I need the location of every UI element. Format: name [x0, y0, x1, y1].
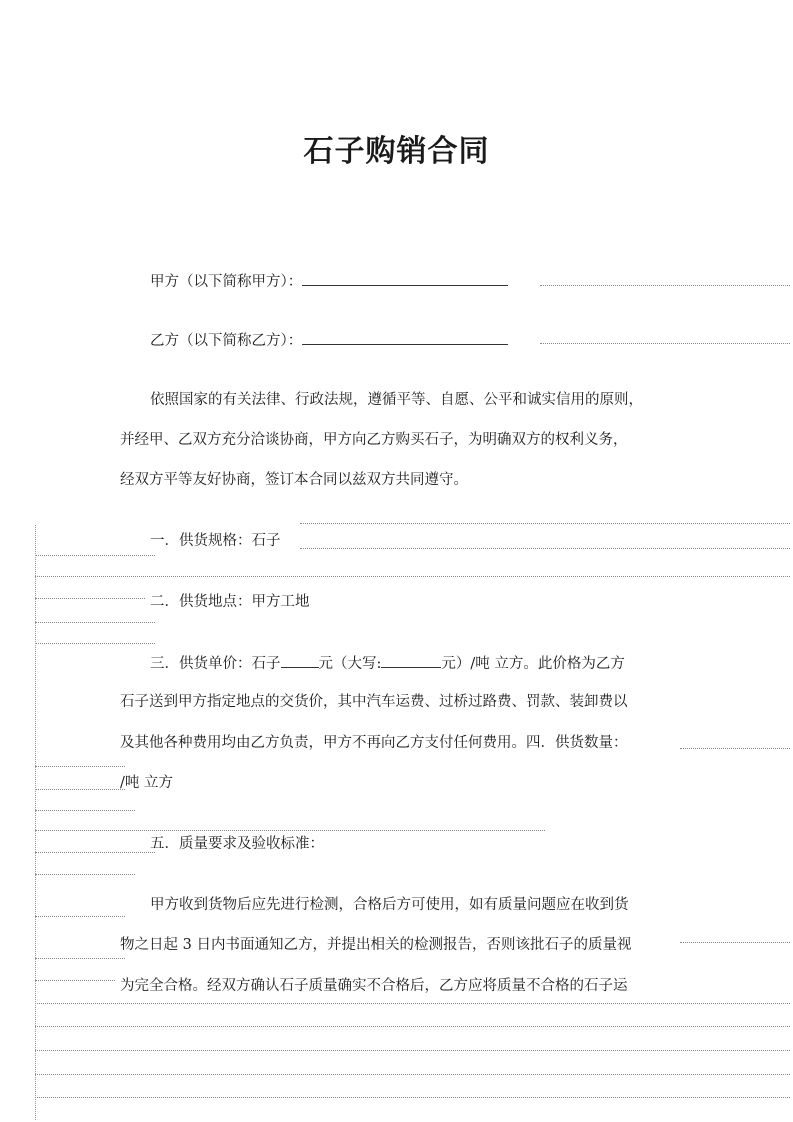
clause-4-quantity: /吨 立方: [120, 775, 173, 791]
intro-line-1: 依照国家的有关法律、行政法规，遵循平等、自愿、公平和诚实信用的原则，: [150, 392, 643, 408]
intro-line-2: 并经甲、乙双方充分洽谈协商，甲方向乙方购买石子，为明确双方的权利义务，: [120, 432, 628, 448]
party-a-line: [150, 270, 680, 292]
party-a-blank[interactable]: [302, 270, 508, 286]
party-b-line: [150, 329, 680, 351]
clause-3-prefix: 三．供货单价：石子: [150, 656, 281, 672]
clause-3-line-3: 及其他各种费用均由乙方负责，甲方不再向乙方支付任何费用。四．供货数量：: [120, 735, 628, 751]
quality-line-1: 甲方收到货物后应先进行检测，合格后方可使用，如有质量问题应在收到货: [150, 897, 629, 913]
party-b-blank[interactable]: [302, 329, 508, 345]
clause-2-location: 二．供货地点：甲方工地: [150, 594, 310, 610]
unit-price-blank[interactable]: [281, 652, 319, 668]
quality-line-3: 为完全合格。经双方确认石子质量确实不合格后，乙方应将质量不合格的石子运: [120, 978, 628, 994]
clause-3-yuan: 元（大写:: [318, 656, 382, 672]
clause-3-price-line: [150, 652, 680, 674]
intro-line-3: 经双方平等友好协商，签订本合同以兹双方共同遵守。: [120, 472, 468, 488]
party-b-label: 乙方（以下简称乙方）：: [150, 333, 303, 349]
clause-3-line-2: 石子送到甲方指定地点的交货价，其中汽车运费、过桥过路费、罚款、装卸费以: [120, 694, 628, 710]
clause-1-specification: 一．供货规格：石子: [150, 533, 281, 549]
clause-5-quality: 五．质量要求及验收标准：: [150, 836, 324, 852]
party-a-label: 甲方（以下简称甲方）：: [150, 274, 303, 290]
quality-line-2: 物之日起 3 日内书面通知乙方，并提出相关的检测报告，否则该批石子的质量视: [120, 937, 632, 953]
unit-price-words-blank[interactable]: [381, 652, 441, 668]
clause-3-yuan-close: 元）/吨 立方。此价格为乙方: [441, 656, 625, 672]
document-title: 石子购销合同: [303, 134, 490, 169]
